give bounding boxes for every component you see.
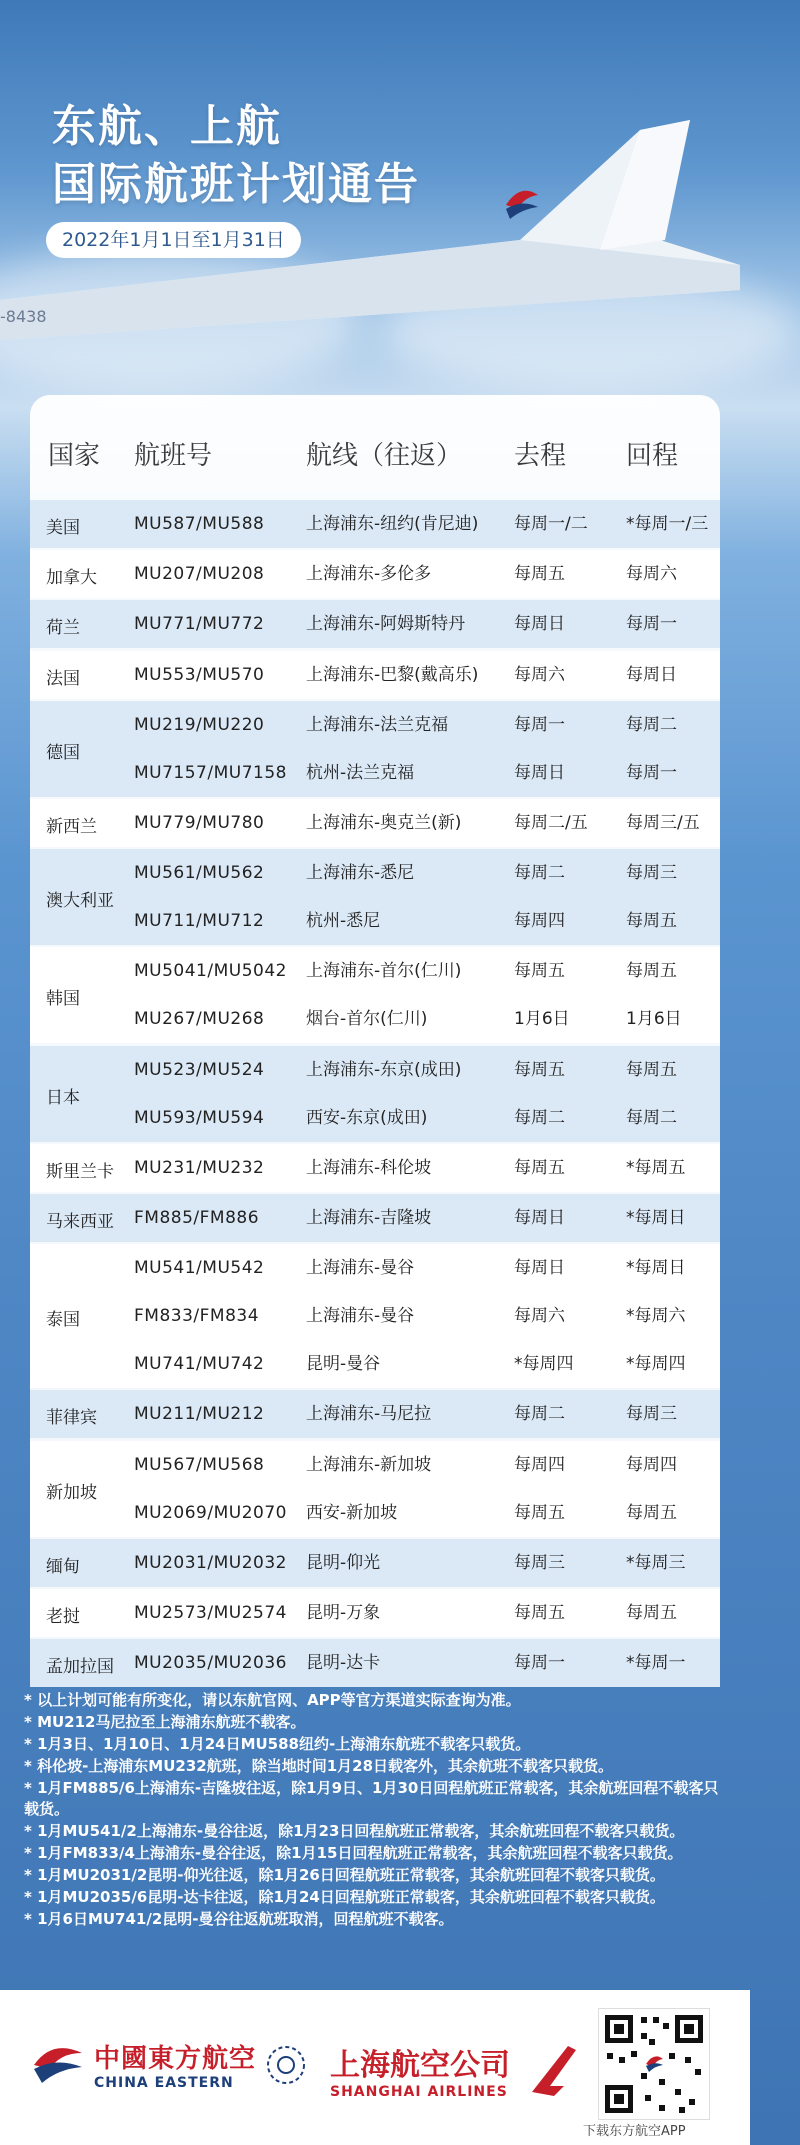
return-cell: 每周五 — [626, 1603, 677, 1623]
country-group — [30, 1441, 720, 1537]
flight-number-cell: MU593/MU594 — [134, 1107, 265, 1128]
country-cell: 老挝 — [46, 1607, 80, 1627]
outbound-cell: 每周五 — [514, 564, 565, 585]
outbound-cell: 每周一 — [514, 714, 565, 735]
country-group — [30, 500, 720, 548]
app-download-qr-code[interactable] — [598, 2008, 710, 2120]
return-cell: 1月6日 — [626, 1009, 682, 1030]
outbound-cell: 每周日 — [514, 762, 565, 783]
outbound-cell: 每周四 — [514, 1454, 565, 1475]
route-cell: 上海浦东-阿姆斯特丹 — [306, 614, 466, 635]
outbound-cell: 每周六 — [514, 664, 565, 685]
route-cell: 昆明-曼谷 — [306, 1354, 381, 1375]
svg-text:-8438: -8438 — [0, 307, 47, 326]
shanghai-airlines-crane-icon — [524, 2042, 584, 2098]
return-cell: *每周六 — [626, 1306, 686, 1327]
date-range-badge: 2022年1月1日至1月31日 — [46, 222, 301, 258]
country-cell: 新加坡 — [46, 1482, 97, 1503]
outbound-cell: 每周日 — [514, 1208, 565, 1228]
table-row — [30, 651, 720, 699]
outbound-cell: 每周三 — [514, 1552, 565, 1573]
shanghai-airlines-name-cn: 上海航空公司 — [330, 2048, 510, 2083]
flight-number-cell: MU219/MU220 — [134, 714, 265, 735]
note-item: * 1月MU2035/6昆明-达卡往返，除1月24日回程航班正常载客，其余航班回程不载客只载货。 — [24, 1888, 665, 1906]
flight-number-cell: MU2031/MU2032 — [134, 1552, 287, 1573]
flight-number-cell: MU523/MU524 — [134, 1059, 265, 1080]
route-cell: 上海浦东-曼谷 — [306, 1306, 415, 1327]
table-row — [30, 500, 720, 548]
flight-number-cell: MU2035/MU2036 — [134, 1653, 287, 1674]
route-cell: 上海浦东-多伦多 — [306, 564, 432, 585]
country-group — [30, 1046, 720, 1142]
flight-number-cell: FM885/FM886 — [134, 1208, 260, 1228]
outbound-cell: 每周五 — [514, 961, 565, 982]
return-cell: *每周日 — [626, 1208, 686, 1228]
announcement-title — [52, 98, 420, 214]
country-group — [30, 701, 720, 797]
country-cell: 日本 — [46, 1087, 80, 1108]
outbound-cell: 每周二 — [514, 1107, 565, 1128]
country-cell: 菲律宾 — [46, 1408, 97, 1429]
country-cell: 韩国 — [46, 989, 80, 1010]
return-cell: *每周一 — [626, 1653, 686, 1674]
return-cell: *每周四 — [626, 1354, 686, 1375]
return-cell: *每周一/三 — [626, 514, 709, 534]
return-cell: *每周日 — [626, 1258, 686, 1279]
table-row — [30, 701, 720, 749]
country-cell: 澳大利亚 — [46, 891, 114, 912]
route-cell: 上海浦东-首尔(仁川) — [306, 961, 462, 982]
table-row — [30, 1144, 720, 1192]
china-eastern-name-en: CHINA EASTERN — [94, 2075, 234, 2091]
china-eastern-logo — [30, 2038, 308, 2091]
return-cell: 每周三 — [626, 863, 677, 884]
country-group — [30, 550, 720, 598]
note-item: * 1月3日、1月10日、1月24日MU588纽约-上海浦东航班不载客只载货。 — [24, 1735, 531, 1753]
country-cell: 荷兰 — [46, 618, 80, 639]
outbound-cell: 每周一/二 — [514, 514, 588, 534]
table-row — [30, 550, 720, 598]
notes-list — [24, 1690, 730, 1931]
table-row — [30, 1340, 720, 1388]
flight-number-cell: MU779/MU780 — [134, 813, 265, 833]
table-row — [30, 849, 720, 897]
header-route: 航线（往返） — [306, 441, 463, 471]
route-cell: 上海浦东-东京(成田) — [306, 1059, 462, 1080]
flight-schedule-table — [30, 395, 720, 1678]
title-line-1: 东航、上航 — [52, 101, 282, 152]
skyteam-icon — [264, 2043, 308, 2087]
return-cell: 每周五 — [626, 1059, 677, 1080]
country-cell: 美国 — [46, 518, 80, 538]
qr-code-label: 下载东方航空APP — [583, 2124, 686, 2139]
route-cell: 上海浦东-巴黎(戴高乐) — [306, 664, 479, 685]
flight-number-cell: MU553/MU570 — [134, 664, 265, 685]
return-cell: 每周五 — [626, 961, 677, 982]
country-group — [30, 799, 720, 847]
outbound-cell: *每周四 — [514, 1354, 574, 1375]
outbound-cell: 每周二 — [514, 863, 565, 884]
route-cell: 上海浦东-科伦坡 — [306, 1157, 432, 1178]
route-cell: 西安-东京(成田) — [306, 1107, 428, 1128]
outbound-cell: 每周一 — [514, 1653, 565, 1674]
route-cell: 上海浦东-奥克兰(新) — [306, 813, 462, 833]
return-cell: 每周日 — [626, 664, 677, 685]
flight-number-cell: MU587/MU588 — [134, 514, 265, 534]
header-country: 国家 — [48, 441, 101, 471]
flight-number-cell: MU771/MU772 — [134, 614, 265, 635]
flight-number-cell: MU5041/MU5042 — [134, 961, 287, 982]
note-item: * 以上计划可能有所变化，请以东航官网、APP等官方渠道实际查询为准。 — [24, 1691, 521, 1709]
table-row — [30, 947, 720, 995]
table-row — [30, 897, 720, 945]
route-cell: 上海浦东-新加坡 — [306, 1454, 432, 1475]
flight-number-cell: MU561/MU562 — [134, 863, 265, 884]
country-cell: 缅甸 — [46, 1556, 80, 1577]
country-cell: 新西兰 — [46, 817, 97, 837]
country-group — [30, 1244, 720, 1388]
return-cell: 每周二 — [626, 1107, 677, 1128]
note-item: * 1月FM833/4上海浦东-曼谷往返，除1月15日回程航班正常载客，其余航班回程不载客只载货。 — [24, 1844, 683, 1862]
country-group — [30, 1639, 720, 1687]
route-cell: 上海浦东-悉尼 — [306, 863, 415, 884]
country-group — [30, 947, 720, 1043]
table-row — [30, 1489, 720, 1537]
country-group — [30, 1194, 720, 1242]
flight-number-cell: MU207/MU208 — [134, 564, 265, 585]
return-cell: 每周一 — [626, 614, 677, 635]
route-cell: 上海浦东-马尼拉 — [306, 1404, 432, 1425]
note-item: * 1月MU2031/2昆明-仰光往返，除1月26日回程航班正常载客，其余航班回程不载客只载货。 — [24, 1866, 665, 1884]
route-cell: 杭州-法兰克福 — [306, 762, 415, 783]
outbound-cell: 每周二 — [514, 1404, 565, 1425]
flight-number-cell: MU741/MU742 — [134, 1354, 265, 1375]
flight-number-cell: MU267/MU268 — [134, 1009, 265, 1030]
country-cell: 孟加拉国 — [46, 1657, 114, 1678]
table-row — [30, 799, 720, 847]
flight-number-cell: MU211/MU212 — [134, 1404, 265, 1425]
country-cell: 加拿大 — [46, 568, 97, 589]
header-return: 回程 — [626, 441, 679, 471]
table-row — [30, 749, 720, 797]
return-cell: 每周三/五 — [626, 813, 700, 833]
return-cell: 每周六 — [626, 564, 677, 585]
table-row — [30, 1244, 720, 1292]
country-cell: 德国 — [46, 742, 80, 763]
return-cell: 每周一 — [626, 762, 677, 783]
outbound-cell: 每周五 — [514, 1502, 565, 1523]
route-cell: 上海浦东-吉隆坡 — [306, 1208, 432, 1228]
route-cell: 烟台-首尔(仁川) — [306, 1009, 428, 1030]
table-row — [30, 1292, 720, 1340]
table-row — [30, 1046, 720, 1094]
route-cell: 昆明-仰光 — [306, 1552, 381, 1573]
country-cell: 斯里兰卡 — [46, 1161, 114, 1182]
route-cell: 西安-新加坡 — [306, 1502, 398, 1523]
flight-number-cell: FM833/FM834 — [134, 1306, 260, 1327]
china-eastern-name-cn: 中國東方航空 — [94, 2044, 257, 2074]
country-group — [30, 1539, 720, 1587]
return-cell: 每周五 — [626, 911, 677, 932]
note-item: * 1月6日MU741/2昆明-曼谷往返航班取消，回程航班不载客。 — [24, 1910, 454, 1928]
country-cell: 法国 — [46, 668, 80, 689]
note-item: * 1月FM885/6上海浦东-吉隆坡往返，除1月9日、1月30日回程航班正常载客，其余航班回程不载客只载货。 — [24, 1779, 719, 1818]
country-group — [30, 1144, 720, 1192]
return-cell: 每周三 — [626, 1404, 677, 1425]
route-cell: 上海浦东-纽约(肯尼迪) — [306, 514, 479, 534]
flight-number-cell: MU567/MU568 — [134, 1454, 265, 1475]
note-item: * 科伦坡-上海浦东MU232航班，除当地时间1月28日载客外，其余航班不载客只载货。 — [24, 1757, 614, 1775]
outbound-cell: 每周二/五 — [514, 813, 588, 833]
country-group — [30, 849, 720, 945]
outbound-cell: 每周五 — [514, 1603, 565, 1623]
country-cell: 泰国 — [46, 1310, 80, 1331]
return-cell: *每周三 — [626, 1552, 686, 1573]
country-group — [30, 651, 720, 699]
table-row — [30, 1390, 720, 1438]
return-cell: *每周五 — [626, 1157, 686, 1178]
china-eastern-swallow-icon — [30, 2043, 86, 2087]
flight-number-cell: MU231/MU232 — [134, 1157, 265, 1178]
header-flight-no: 航班号 — [134, 441, 213, 471]
footer-logos — [0, 1990, 750, 2145]
outbound-cell: 1月6日 — [514, 1009, 570, 1030]
table-header — [30, 435, 720, 475]
flight-number-cell: MU2573/MU2574 — [134, 1603, 287, 1623]
table-row — [30, 1194, 720, 1242]
route-cell: 上海浦东-法兰克福 — [306, 714, 449, 735]
note-item: * MU212马尼拉至上海浦东航班不载客。 — [24, 1713, 306, 1731]
title-line-2: 国际航班计划通告 — [52, 159, 420, 210]
flight-number-cell: MU2069/MU2070 — [134, 1502, 287, 1523]
outbound-cell: 每周日 — [514, 614, 565, 635]
outbound-cell: 每周日 — [514, 1258, 565, 1279]
table-row — [30, 1589, 720, 1637]
outbound-cell: 每周四 — [514, 911, 565, 932]
outbound-cell: 每周六 — [514, 1306, 565, 1327]
table-row — [30, 1539, 720, 1587]
header-outbound: 去程 — [514, 441, 567, 471]
country-group — [30, 1390, 720, 1438]
note-item: * 1月MU541/2上海浦东-曼谷往返，除1月23日回程航班正常载客，其余航班回程不载客只载货。 — [24, 1822, 685, 1840]
country-group — [30, 600, 720, 648]
table-row — [30, 1094, 720, 1142]
flight-number-cell: MU711/MU712 — [134, 911, 265, 932]
return-cell: 每周二 — [626, 714, 677, 735]
table-row — [30, 1441, 720, 1489]
table-row — [30, 600, 720, 648]
return-cell: 每周四 — [626, 1454, 677, 1475]
country-group — [30, 1589, 720, 1637]
return-cell: 每周五 — [626, 1502, 677, 1523]
table-row — [30, 1639, 720, 1687]
flight-number-cell: MU541/MU542 — [134, 1258, 265, 1279]
country-cell: 马来西亚 — [46, 1212, 114, 1232]
flight-number-cell: MU7157/MU7158 — [134, 762, 287, 783]
route-cell: 上海浦东-曼谷 — [306, 1258, 415, 1279]
shanghai-airlines-name-en: SHANGHAI AIRLINES — [330, 2084, 508, 2100]
outbound-cell: 每周五 — [514, 1059, 565, 1080]
route-cell: 杭州-悉尼 — [306, 911, 381, 932]
table-row — [30, 995, 720, 1043]
route-cell: 昆明-万象 — [306, 1603, 381, 1623]
route-cell: 昆明-达卡 — [306, 1653, 381, 1674]
outbound-cell: 每周五 — [514, 1157, 565, 1178]
shanghai-airlines-logo — [330, 2040, 584, 2100]
